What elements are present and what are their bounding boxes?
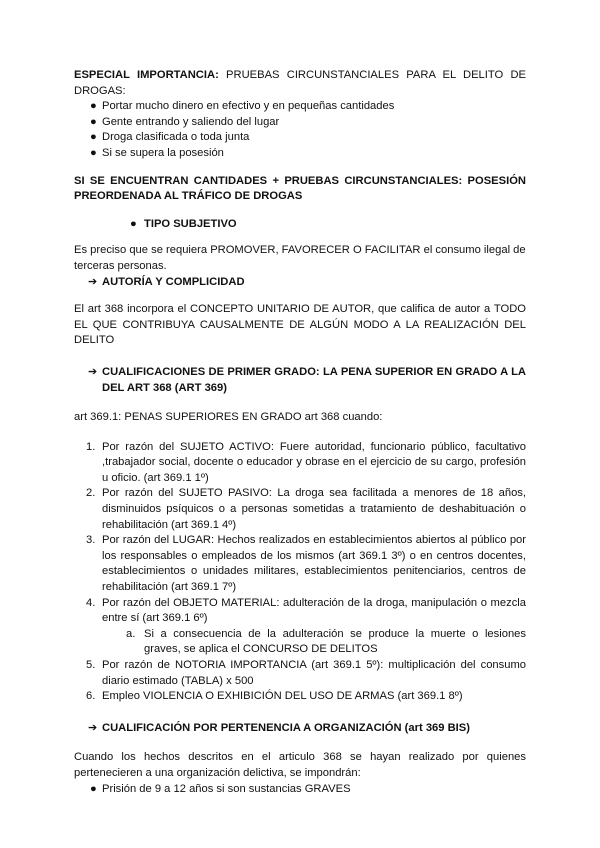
autoria-heading-text: AUTORÍA Y COMPLICIDAD: [102, 275, 245, 288]
cualificaciones-list-continued: [74, 658, 526, 705]
tipo-subjetivo-heading-text: TIPO SUBJETIVO: [144, 217, 237, 230]
list-item-text: Por razón del SUJETO ACTIVO: Fuere autoridad, funcionario público, facultativo ,trabajador social, docente o educador y obrase en el ejercicio de su cargo, profesión u oficio. (art 369.1 1º): [102, 440, 526, 484]
organizacion-text: Cuando los hechos descritos en el articulo 368 se hayan realizado por quienes pertenecieren a una organización delictiva, se impondrán:: [74, 751, 526, 779]
list-number: 6.: [86, 690, 96, 703]
arrow-icon: ➔: [88, 275, 98, 288]
list-number: 1.: [86, 440, 96, 453]
list-item-text: Si se supera la posesión: [102, 146, 224, 159]
intro-paragraph: [74, 68, 526, 99]
bullet-icon: ●: [90, 115, 97, 128]
list-item: [74, 146, 526, 162]
arrow-icon: ➔: [88, 721, 98, 734]
list-item-text: Portar mucho dinero en efectivo y en pequeñas cantidades: [102, 100, 395, 113]
list-item-text: Empleo VIOLENCIA O EXHIBICIÓN DEL USO DE ARMAS (art 369.1 8º): [102, 690, 463, 703]
list-item-text: Prisión de 9 a 12 años si son sustancias GRAVES: [102, 782, 351, 795]
bullet-icon: ●: [130, 217, 137, 230]
autoria-heading: [74, 275, 526, 291]
list-item: [74, 130, 526, 146]
list-item: [74, 689, 526, 705]
tipo-subjetivo-heading: [74, 217, 526, 233]
list-item: [74, 658, 526, 689]
list-item-text: Por razón del OBJETO MATERIAL: adulteración de la droga, manipulación o mezcla entre sí (art 369.1 6º): [102, 596, 526, 625]
cualificaciones-sublist: [74, 627, 526, 658]
arrow-icon: ➔: [88, 365, 98, 378]
intro-bold-label: ESPECIAL IMPORTANCIA:: [74, 69, 219, 81]
bullet-icon: ●: [90, 131, 97, 144]
list-number: 5.: [86, 659, 96, 671]
tipo-subjetivo-text: Es preciso que se requiera PROMOVER, FAVORECER O FACILITAR el consumo ilegal de terceras personas.: [74, 244, 526, 272]
list-item: [74, 627, 526, 658]
intro-bullet-list: [74, 99, 526, 161]
list-item-text: Si a consecuencia de la adulteración se produce la muerte o lesiones graves, se aplica el CONCURSO DE DELITOS: [144, 627, 526, 656]
intro-rest-text: PRUEBAS CIRCUNSTANCIALES PARA EL DELITO DE DROGAS:: [74, 69, 526, 97]
list-item: [74, 782, 526, 798]
list-letter: a.: [126, 627, 136, 640]
organizacion-heading-text: CUALIFICACIÓN POR PERTENENCIA A ORGANIZACIÓN (art 369 BIS): [102, 721, 470, 734]
list-item: [74, 115, 526, 131]
list-item-text: Por razón del LUGAR: Hechos realizados en establecimientos abiertos al público por los responsables o empleados de los mismos (art 369.1 3º) o en centros docentes, establecimientos o unidades militares, establecimientos penitenciarios, centros de rehabilitación (art 369.1 7º): [102, 534, 526, 594]
list-item: [74, 533, 526, 595]
list-number: 3.: [86, 534, 96, 547]
autoria-text: El art 368 incorpora el CONCEPTO UNITARIO DE AUTOR, que califica de autor a TODO EL QUE CONTRIBUYA CAUSALMENTE DE ALGÚN MODO A LA REALIZACIÓN DEL DELITO: [74, 303, 526, 347]
organizacion-bullet-list: [74, 782, 526, 798]
posesion-heading: SI SE ENCUENTRAN CANTIDADES + PRUEBAS CIRCUNSTANCIALES: POSESIÓN PREORDENADA AL TRÁFICO DE DROGAS: [74, 174, 526, 203]
list-number: 2.: [86, 487, 96, 500]
list-item: [74, 486, 526, 533]
bullet-icon: ●: [90, 146, 97, 159]
cualificaciones-list: [74, 440, 526, 627]
list-item: [74, 596, 526, 627]
list-item-text: Por razón del SUJETO PASIVO: La droga sea facilitada a menores de 18 años, disminuidos psíquicos o a personas sometidas a tratamiento de deshabituación o rehabilitación (art 369.1 4º): [102, 487, 526, 531]
organizacion-heading: [74, 721, 526, 737]
cualificaciones-intro: art 369.1: PENAS SUPERIORES EN GRADO art 368 cuando:: [74, 411, 383, 424]
bullet-icon: ●: [90, 782, 97, 795]
list-item: [74, 99, 526, 115]
cualificaciones-heading: [74, 365, 526, 396]
list-item-text: Droga clasificada o toda junta: [102, 131, 250, 144]
list-item: [74, 440, 526, 487]
list-number: 4.: [86, 596, 96, 609]
bullet-icon: ●: [90, 100, 97, 113]
cualificaciones-heading-text: CUALIFICACIONES DE PRIMER GRADO: LA PENA SUPERIOR EN GRADO A LA DEL ART 368 (ART 369): [102, 365, 526, 394]
list-item-text: Gente entrando y saliendo del lugar: [102, 115, 280, 128]
list-item-text: Por razón de NOTORIA IMPORTANCIA (art 369.1 5º): multiplicación del consumo diario estimado (TABLA) x 500: [102, 659, 526, 687]
